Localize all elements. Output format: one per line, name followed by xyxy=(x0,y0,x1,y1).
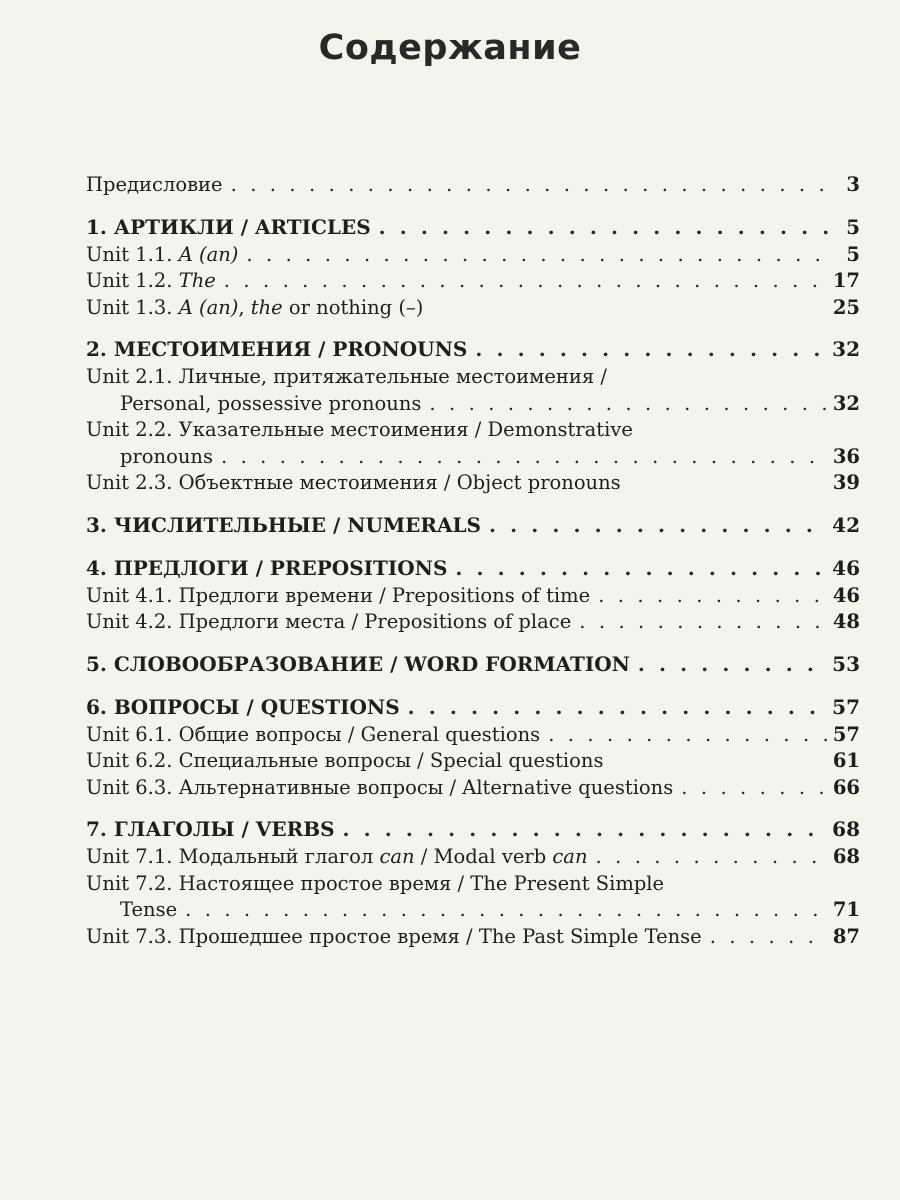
toc-section-title: 2. МЕСТОИМЕНИЯ / PRONOUNS xyxy=(86,337,468,361)
dot-leader xyxy=(489,510,828,540)
toc-page-number: 48 xyxy=(832,610,860,633)
toc-page-number: 61 xyxy=(832,749,860,772)
toc-group-numerals xyxy=(86,510,860,540)
toc-page-number: 87 xyxy=(832,924,860,948)
toc-section-title: 3. ЧИСЛИТЕЛЬНЫЕ / NUMERALS xyxy=(86,512,481,537)
dot-leader xyxy=(221,444,829,471)
toc-page-number: 68 xyxy=(832,845,860,868)
toc-entry-label: Unit 6.1. Общие вопросы / General questions xyxy=(86,722,541,746)
dot-leader xyxy=(598,583,829,610)
dot-leader xyxy=(455,553,828,583)
toc-entry-unit-6-1[interactable] xyxy=(86,722,860,749)
toc-page-number: 36 xyxy=(832,444,860,468)
toc-page-number: 46 xyxy=(832,583,860,607)
toc-page-number: 53 xyxy=(832,651,860,676)
toc-entry-unit-2-2-line1[interactable]: Unit 2.2. Указательные местоимения / Demonstrative xyxy=(86,418,633,441)
toc-section-title: 7. ГЛАГОЛЫ / VERBS xyxy=(86,817,335,841)
dot-leader xyxy=(681,775,829,802)
toc-entry-label: Unit 4.2. Предлоги места / Prepositions of place xyxy=(86,610,572,633)
toc-entry-label: pronouns xyxy=(120,444,213,468)
toc-page-number: 57 xyxy=(832,694,860,719)
toc-group-preface xyxy=(86,172,860,199)
toc-page-number: 17 xyxy=(832,269,860,292)
page-title: Содержание xyxy=(318,28,582,68)
toc-entry-unit-7-1[interactable] xyxy=(86,844,860,871)
dot-leader xyxy=(408,692,829,722)
toc-page-number: 3 xyxy=(846,173,860,196)
toc-page-number: 42 xyxy=(832,512,860,537)
toc-entry-unit-6-2[interactable] xyxy=(86,748,860,775)
toc-page-number: 46 xyxy=(832,555,860,580)
toc-entry-preface[interactable] xyxy=(86,172,860,199)
toc-page-number: 66 xyxy=(832,775,860,799)
toc-section-articles[interactable] xyxy=(86,212,860,242)
toc-section-pronouns[interactable] xyxy=(86,334,860,364)
toc-page-number: 39 xyxy=(832,471,860,494)
toc-entry-label: Unit 7.3. Прошедшее простое время / The Past Simple Tense xyxy=(86,924,702,948)
toc-page-number: 57 xyxy=(832,722,860,746)
toc-entry-unit-2-1[interactable] xyxy=(86,391,860,418)
toc-entry-label: Unit 1.1. A (an) xyxy=(86,242,239,266)
toc-entry-unit-1-1[interactable] xyxy=(86,242,860,269)
table-of-contents xyxy=(86,172,860,963)
toc-entry-unit-2-2[interactable] xyxy=(86,444,860,471)
dot-leader xyxy=(638,649,828,679)
toc-entry-unit-7-2[interactable] xyxy=(86,897,860,924)
dot-leader xyxy=(185,897,829,924)
dot-leader xyxy=(231,172,830,199)
toc-entry-label: Предисловие xyxy=(86,173,223,196)
toc-entry-label: Unit 6.3. Альтернативные вопросы / Alternative questions xyxy=(86,775,674,799)
toc-group-questions xyxy=(86,692,860,802)
dot-leader xyxy=(246,242,830,269)
toc-entry-unit-7-3[interactable] xyxy=(86,924,860,951)
toc-page-number: 5 xyxy=(846,242,860,266)
toc-entry-unit-1-3[interactable] xyxy=(86,295,860,322)
toc-entry-unit-4-1[interactable] xyxy=(86,583,860,610)
toc-section-questions[interactable] xyxy=(86,692,860,722)
toc-page-number: 68 xyxy=(832,817,860,841)
toc-group-prepositions xyxy=(86,553,860,636)
dot-leader xyxy=(475,334,828,364)
toc-section-title: 1. АРТИКЛИ / ARTICLES xyxy=(86,214,371,239)
dot-leader xyxy=(596,844,829,871)
toc-entry-label: Unit 4.1. Предлоги времени / Prepositions of time xyxy=(86,583,591,607)
toc-page-number: 5 xyxy=(846,214,860,239)
dot-leader xyxy=(710,924,829,951)
dot-leader xyxy=(579,609,829,636)
toc-entry-unit-7-2-line1[interactable]: Unit 7.2. Настоящее простое время / The Present Simple xyxy=(86,871,665,895)
toc-entry-label: Unit 6.2. Специальные вопросы / Special questions xyxy=(86,749,604,772)
toc-section-verbs[interactable] xyxy=(86,814,860,844)
toc-group-word-formation xyxy=(86,649,860,679)
toc-entry-unit-2-3[interactable] xyxy=(86,470,860,497)
toc-entry-unit-2-1-line1[interactable]: Unit 2.1. Личные, притяжательные местоимения / xyxy=(86,365,607,388)
toc-page-number: 32 xyxy=(832,337,860,361)
dot-leader xyxy=(379,212,830,242)
toc-section-prepositions[interactable] xyxy=(86,553,860,583)
toc-entry-unit-4-2[interactable] xyxy=(86,609,860,636)
toc-page-number: 25 xyxy=(832,295,860,319)
dot-leader xyxy=(548,722,829,749)
toc-page-number: 71 xyxy=(832,898,860,921)
dot-leader xyxy=(224,268,829,295)
toc-section-numerals[interactable] xyxy=(86,510,860,540)
toc-entry-unit-6-3[interactable] xyxy=(86,775,860,802)
toc-entry-unit-1-2[interactable] xyxy=(86,268,860,295)
toc-section-title: 5. СЛОВООБРАЗОВАНИЕ / WORD FORMATION xyxy=(86,651,630,676)
toc-entry-label: Tense xyxy=(120,898,178,921)
toc-entry-label: Unit 1.3. A (an), the or nothing (–) xyxy=(86,295,424,319)
toc-group-articles xyxy=(86,212,860,322)
toc-group-pronouns xyxy=(86,334,860,497)
dot-leader xyxy=(429,391,828,418)
toc-entry-label: Personal, possessive pronouns xyxy=(120,391,422,415)
toc-section-title: 6. ВОПРОСЫ / QUESTIONS xyxy=(86,694,400,719)
toc-section-title: 4. ПРЕДЛОГИ / PREPOSITIONS xyxy=(86,555,448,580)
dot-leader xyxy=(343,814,829,844)
toc-entry-label: Unit 2.3. Объектные местоимения / Object pronouns xyxy=(86,471,621,494)
toc-entry-label: Unit 7.1. Модальный глагол can / Modal verb can xyxy=(86,845,588,868)
toc-page-number: 32 xyxy=(832,391,860,415)
toc-section-word-formation[interactable] xyxy=(86,649,860,679)
toc-group-verbs xyxy=(86,814,860,950)
toc-entry-label: Unit 1.2. The xyxy=(86,269,216,292)
